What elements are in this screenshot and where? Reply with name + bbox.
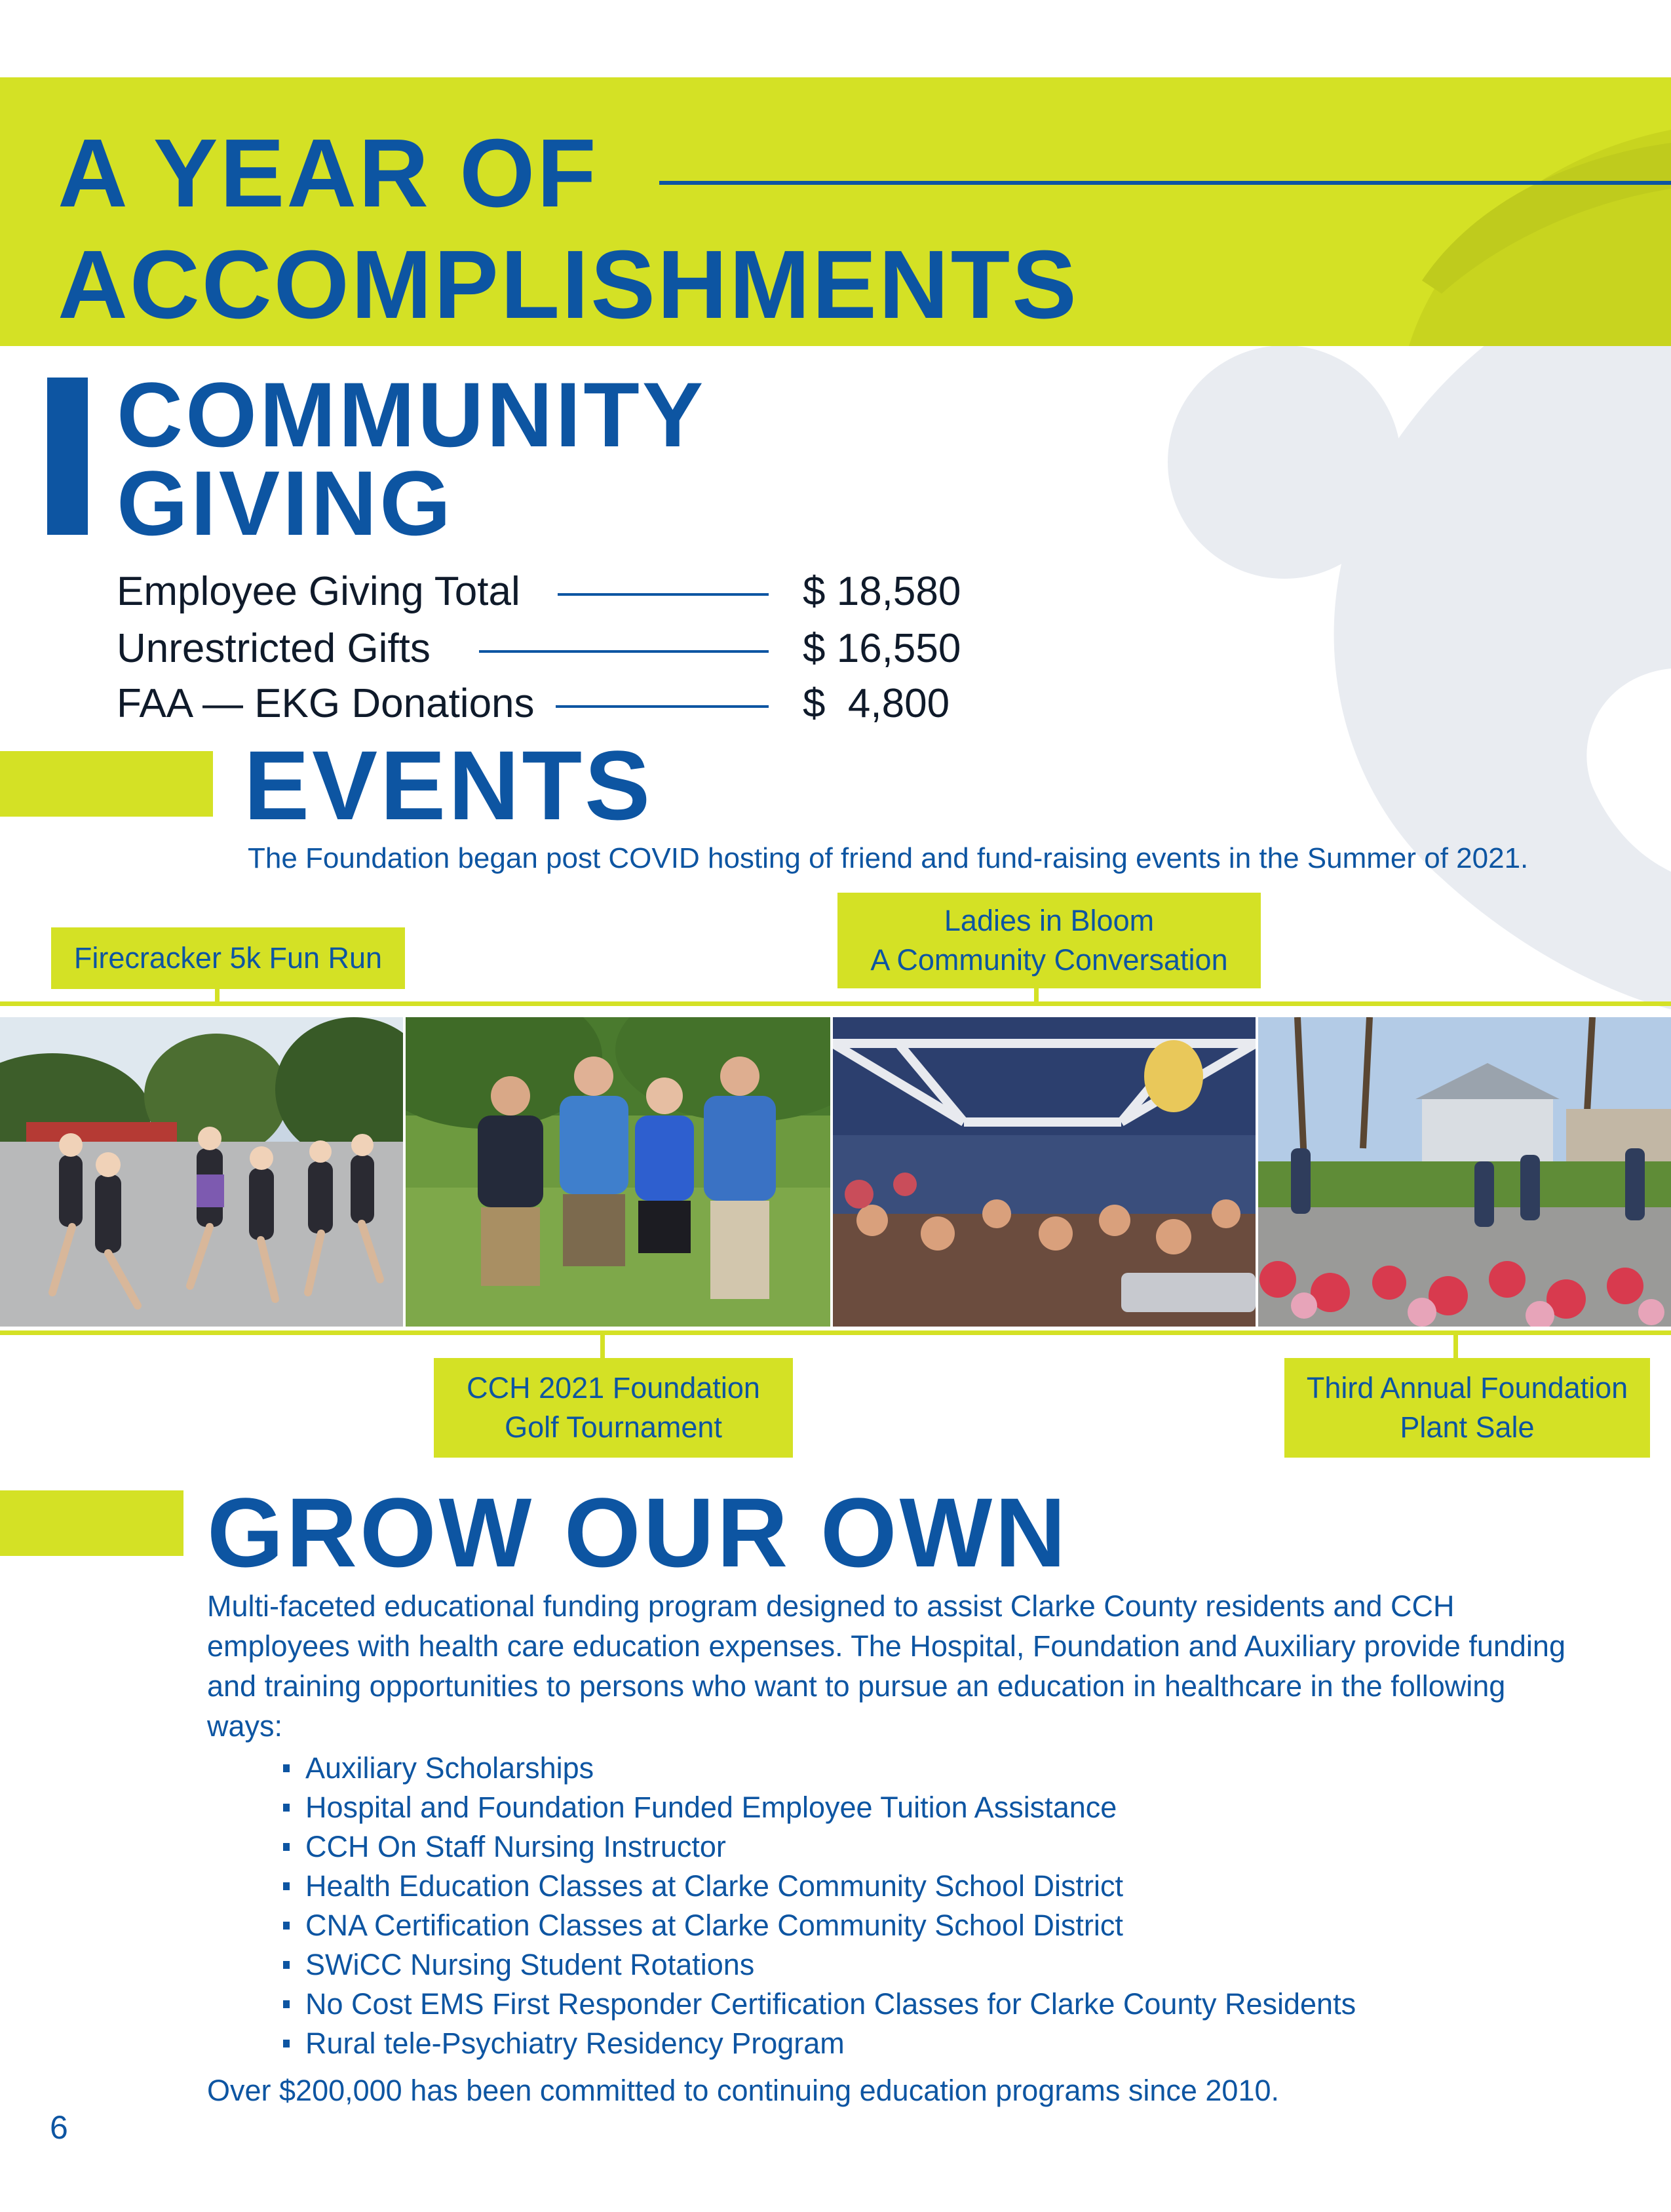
bullet-icon: [283, 1882, 290, 1890]
giving-row-label: Employee Giving Total: [117, 569, 520, 614]
leader-line: [479, 650, 769, 653]
giving-row-label: Unrestricted Gifts: [117, 626, 431, 671]
giving-row: [117, 566, 969, 618]
list-item: SWiCC Nursing Student Rotations: [282, 1945, 1356, 1985]
grow-our-own-footer: Over $200,000 has been committed to continuing education programs since 2010.: [207, 2074, 1280, 2107]
event-label-ladies-in-bloom: Ladies in Bloom A Community Conversation: [837, 893, 1261, 988]
giving-row-value: $ 16,550: [803, 626, 961, 671]
event-photo-strip: [0, 1017, 1671, 1327]
list-item: No Cost EMS First Responder Certification Classes for Clarke County Residents: [282, 1985, 1356, 2024]
header-band: [0, 77, 1671, 346]
bullet-icon: [283, 1922, 290, 1930]
event-label-fun-run: Firecracker 5k Fun Run: [51, 927, 405, 989]
bullet-icon: [283, 1843, 290, 1851]
grow-accent-block: [0, 1490, 183, 1556]
giving-row-value: $ 18,580: [803, 569, 961, 614]
fun-run-photo: [0, 1017, 403, 1327]
community-giving-heading: COMMUNITY GIVING: [117, 363, 706, 554]
list-item: CCH On Staff Nursing Instructor: [282, 1827, 1356, 1867]
giving-row: [117, 678, 969, 730]
timeline-tick: [1034, 988, 1039, 1003]
page-title: A YEAR OF ACCOMPLISHMENTS: [58, 119, 1079, 339]
timeline-bottom-line: [0, 1330, 1671, 1335]
grow-our-own-heading: GROW OUR OWN: [207, 1477, 1069, 1587]
events-accent-block: [0, 751, 213, 817]
timeline-tick: [600, 1335, 605, 1358]
grow-our-own-description: Multi-faceted educational funding program designed to assist Clarke County residents and CCH employees with health care education expenses. The Hospital, Foundation and Auxiliary provide funding and training opportunities to persons who want to pursue an education in healthcare in the following ways:: [207, 1589, 1565, 1743]
section-accent-bar: [47, 378, 88, 535]
timeline-top-line: [0, 1001, 1671, 1006]
giving-row-value: $ 4,800: [803, 681, 950, 726]
page-number: 6: [50, 2109, 68, 2146]
golf-tournament-photo: [406, 1017, 830, 1327]
education-program-list: [282, 1749, 1356, 2063]
timeline-tick: [1453, 1335, 1458, 1358]
ladies-in-bloom-photo: [833, 1017, 1256, 1327]
event-label-golf-tournament: CCH 2021 Foundation Golf Tournament: [434, 1358, 793, 1458]
events-heading: EVENTS: [244, 730, 653, 840]
list-item: Hospital and Foundation Funded Employee Tuition Assistance: [282, 1788, 1356, 1827]
list-item: Rural tele-Psychiatry Residency Program: [282, 2024, 1356, 2063]
events-description: The Foundation began post COVID hosting of friend and fund-raising events in the Summer of 2021.: [248, 842, 1529, 874]
bullet-icon: [283, 2000, 290, 2008]
list-item: Health Education Classes at Clarke Community School District: [282, 1867, 1356, 1906]
plant-sale-photo: [1258, 1017, 1671, 1327]
leader-line: [558, 593, 769, 596]
bullet-icon: [283, 1764, 290, 1772]
giving-row-label: FAA — EKG Donations: [117, 681, 535, 726]
header-rule: [659, 181, 1671, 185]
list-item: Auxiliary Scholarships: [282, 1749, 1356, 1788]
leader-line: [556, 705, 769, 708]
bullet-icon: [283, 1961, 290, 1969]
event-label-plant-sale: Third Annual Foundation Plant Sale: [1284, 1358, 1650, 1458]
giving-row: [117, 623, 969, 675]
bullet-icon: [283, 1804, 290, 1812]
timeline-tick: [215, 988, 220, 1003]
bullet-icon: [283, 2040, 290, 2047]
list-item: CNA Certification Classes at Clarke Community School District: [282, 1906, 1356, 1945]
